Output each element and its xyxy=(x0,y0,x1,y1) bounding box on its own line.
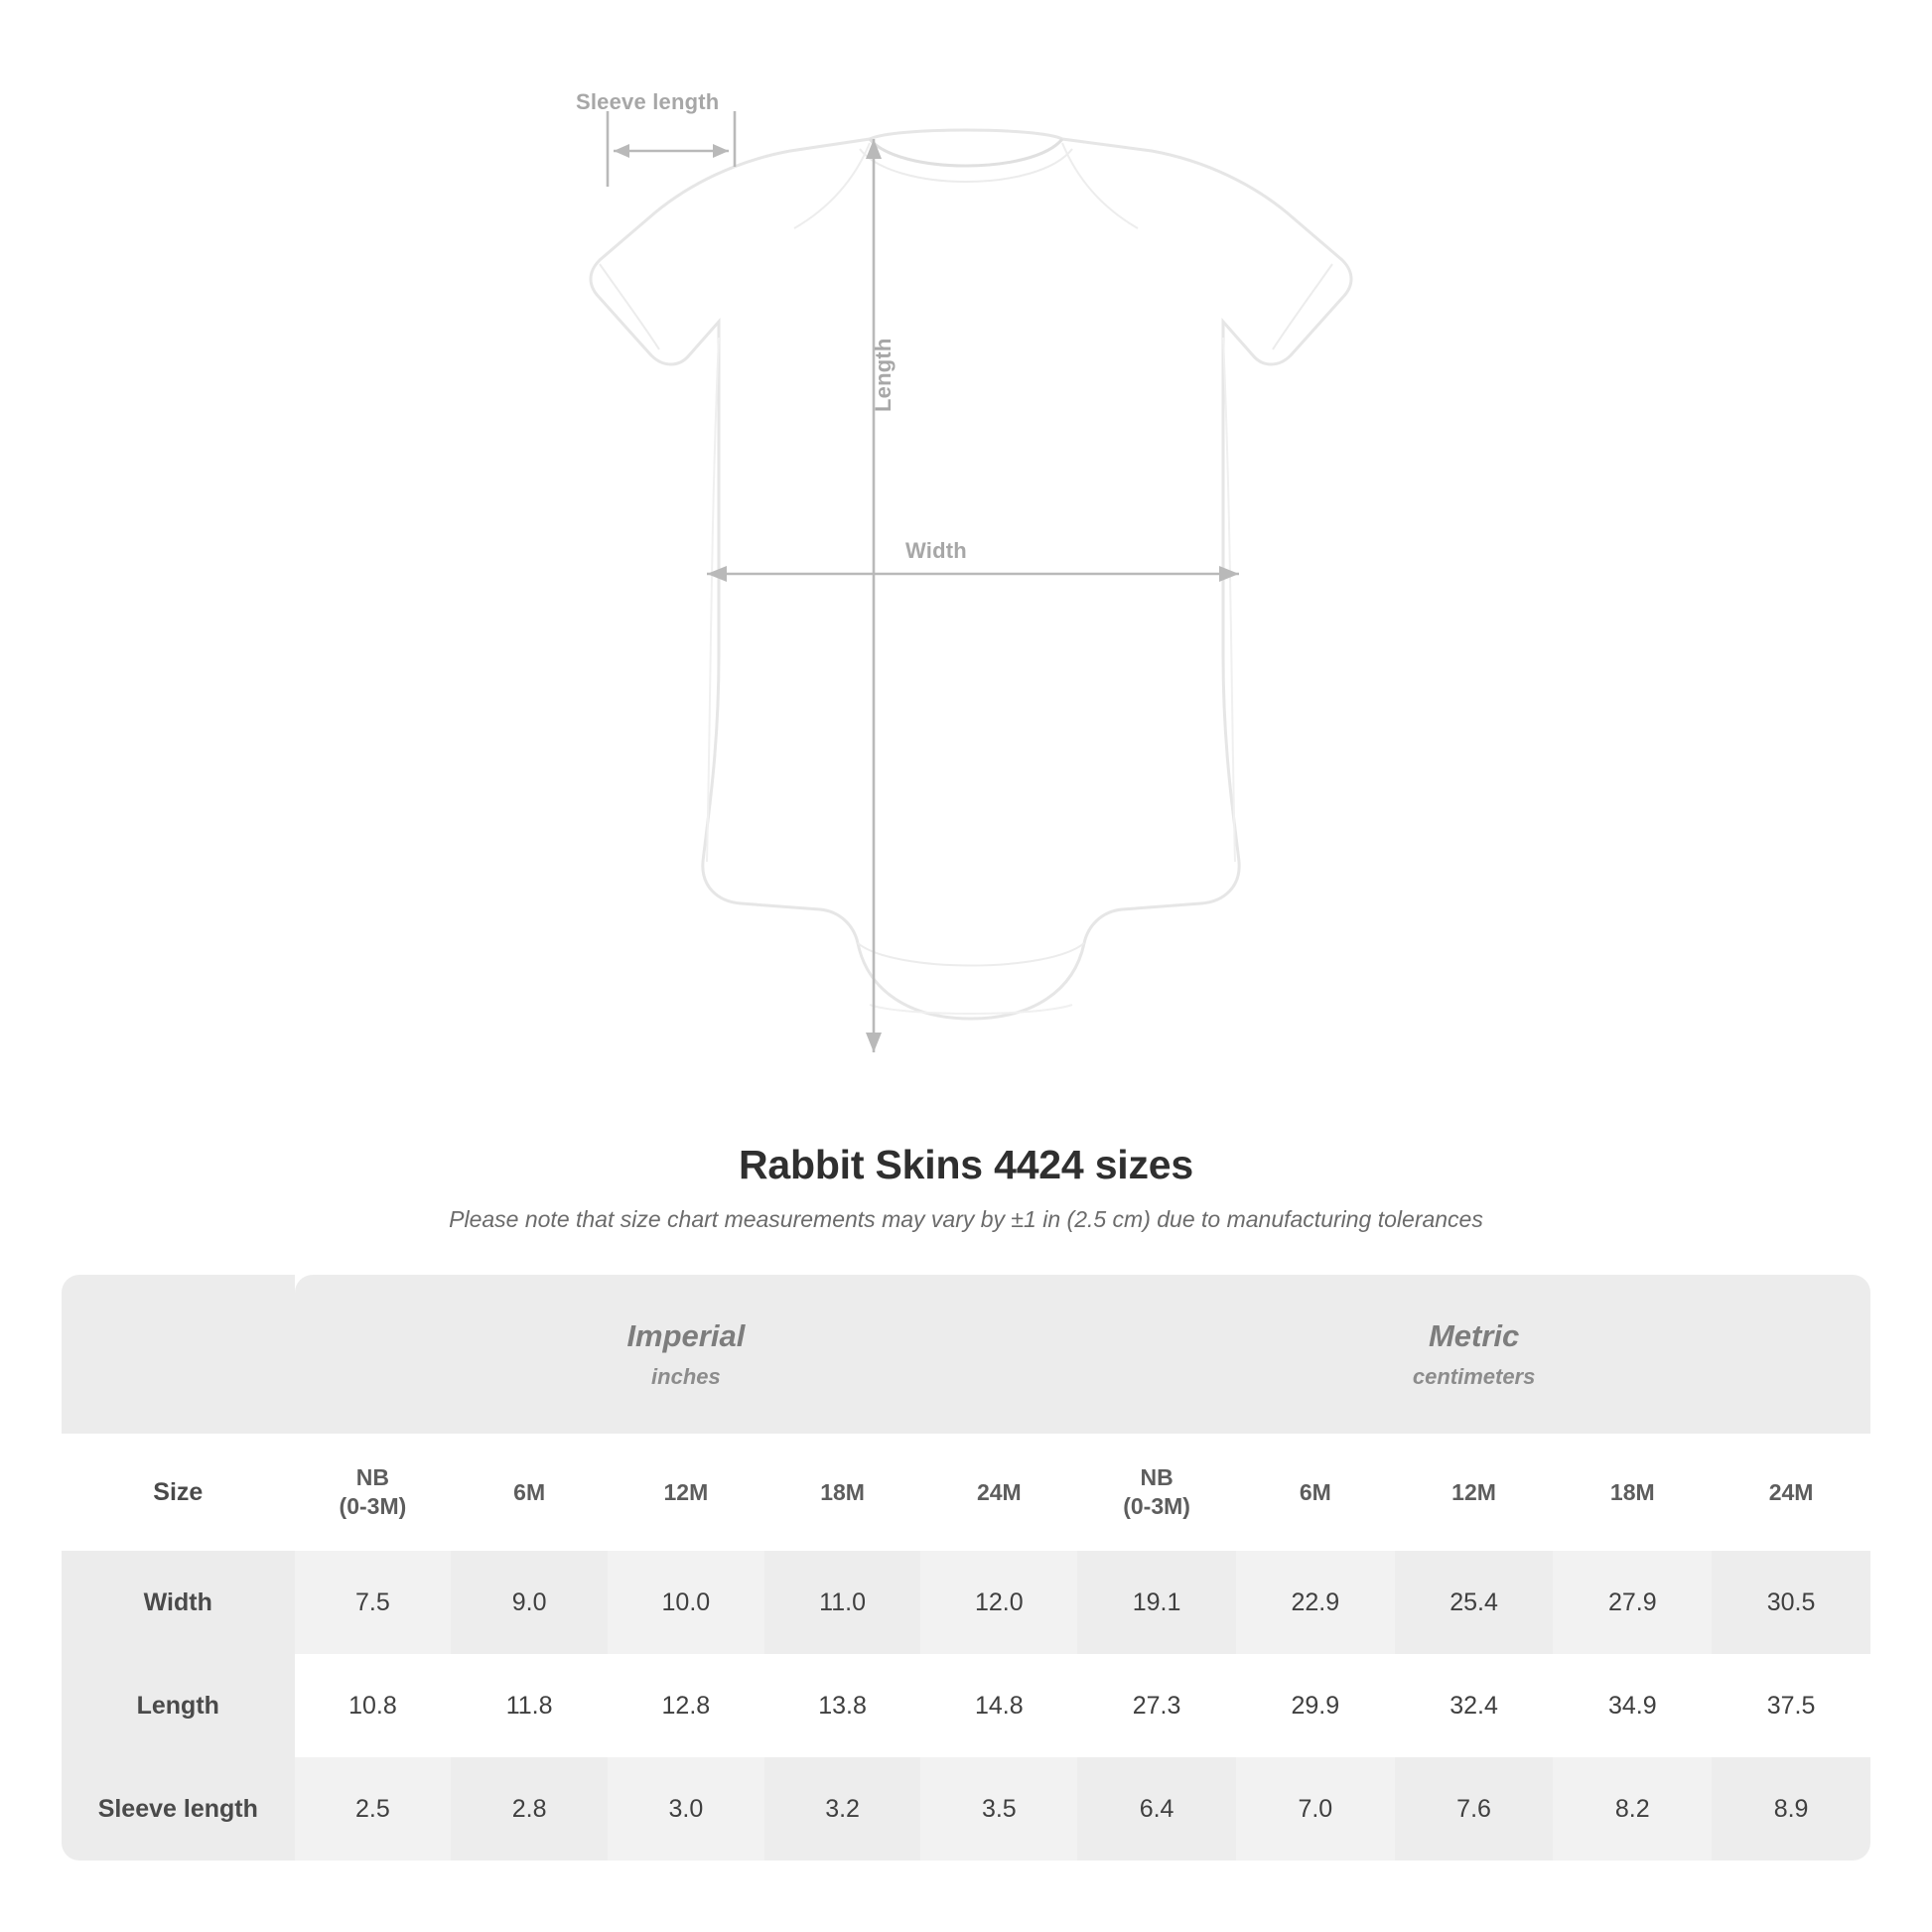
cell-length-6m-in: 11.8 xyxy=(451,1654,608,1757)
row-header-width: Width xyxy=(62,1551,295,1654)
tolerance-note: Please note that size chart measurements may vary by ±1 in (2.5 cm) due to manufacturing tolerances xyxy=(449,1206,1483,1232)
cell-sleeve-18m-cm: 8.2 xyxy=(1553,1757,1712,1861)
table-row xyxy=(62,1757,1870,1861)
column-header-nb-imperial xyxy=(295,1434,452,1551)
cell-width-6m-cm: 22.9 xyxy=(1236,1551,1395,1654)
row-header-length: Length xyxy=(62,1654,295,1757)
size-table-wrapper xyxy=(62,1275,1870,1861)
cell-width-12m-in: 10.0 xyxy=(608,1551,764,1654)
cell-sleeve-6m-in: 2.8 xyxy=(451,1757,608,1861)
cell-sleeve-nb-in: 2.5 xyxy=(295,1757,452,1861)
sleeve-length-label: Sleeve length xyxy=(576,89,720,114)
chart-header xyxy=(0,1142,1932,1233)
cell-length-12m-cm: 32.4 xyxy=(1395,1654,1554,1757)
length-label: Length xyxy=(871,338,896,412)
cell-length-nb-in: 10.8 xyxy=(295,1654,452,1757)
size-header-cell: Size xyxy=(62,1434,295,1551)
size-table xyxy=(62,1275,1870,1861)
unit-group-imperial-sub: inches xyxy=(651,1364,721,1389)
cell-width-6m-in: 9.0 xyxy=(451,1551,608,1654)
row-header-sleeve-length: Sleeve length xyxy=(62,1757,295,1861)
cell-width-12m-cm: 25.4 xyxy=(1395,1551,1554,1654)
unit-group-row xyxy=(62,1275,1870,1434)
column-header-label: NB xyxy=(1140,1464,1173,1490)
page-title: Rabbit Skins 4424 sizes xyxy=(738,1142,1193,1187)
cell-sleeve-12m-cm: 7.6 xyxy=(1395,1757,1554,1861)
cell-sleeve-6m-cm: 7.0 xyxy=(1236,1757,1395,1861)
cell-width-18m-cm: 27.9 xyxy=(1553,1551,1712,1654)
column-header-12m-metric: 12M xyxy=(1395,1434,1554,1551)
cell-width-18m-in: 11.0 xyxy=(764,1551,921,1654)
cell-sleeve-24m-cm: 8.9 xyxy=(1712,1757,1870,1861)
unit-group-imperial-name: Imperial xyxy=(626,1318,746,1353)
column-header-sub: (0-3M) xyxy=(339,1493,407,1519)
column-header-6m-imperial: 6M xyxy=(451,1434,608,1551)
unit-group-metric-name: Metric xyxy=(1428,1318,1520,1353)
column-header-24m-metric: 24M xyxy=(1712,1434,1870,1551)
cell-length-18m-cm: 34.9 xyxy=(1553,1654,1712,1757)
column-header-12m-imperial: 12M xyxy=(608,1434,764,1551)
column-header-row xyxy=(62,1434,1870,1551)
cell-length-18m-in: 13.8 xyxy=(764,1654,921,1757)
table-row xyxy=(62,1654,1870,1757)
column-header-sub: (0-3M) xyxy=(1123,1493,1190,1519)
table-corner-cell xyxy=(62,1275,295,1434)
cell-length-24m-cm: 37.5 xyxy=(1712,1654,1870,1757)
cell-sleeve-18m-in: 3.2 xyxy=(764,1757,921,1861)
unit-group-imperial xyxy=(295,1275,1078,1434)
column-header-6m-metric: 6M xyxy=(1236,1434,1395,1551)
cell-length-nb-cm: 27.3 xyxy=(1077,1654,1236,1757)
column-header-nb-metric xyxy=(1077,1434,1236,1551)
cell-sleeve-12m-in: 3.0 xyxy=(608,1757,764,1861)
cell-sleeve-24m-in: 3.5 xyxy=(920,1757,1077,1861)
column-header-18m-metric: 18M xyxy=(1553,1434,1712,1551)
column-header-label: NB xyxy=(355,1464,390,1490)
cell-length-6m-cm: 29.9 xyxy=(1236,1654,1395,1757)
unit-group-metric-sub: centimeters xyxy=(1412,1364,1536,1389)
cell-width-24m-in: 12.0 xyxy=(920,1551,1077,1654)
cell-length-12m-in: 12.8 xyxy=(608,1654,764,1757)
column-header-24m-imperial: 24M xyxy=(920,1434,1077,1551)
table-row xyxy=(62,1551,1870,1654)
unit-group-metric xyxy=(1077,1275,1870,1434)
cell-sleeve-nb-cm: 6.4 xyxy=(1077,1757,1236,1861)
column-header-18m-imperial: 18M xyxy=(764,1434,921,1551)
cell-width-nb-cm: 19.1 xyxy=(1077,1551,1236,1654)
cell-width-24m-cm: 30.5 xyxy=(1712,1551,1870,1654)
cell-length-24m-in: 14.8 xyxy=(920,1654,1077,1757)
width-label: Width xyxy=(905,538,967,563)
cell-width-nb-in: 7.5 xyxy=(295,1551,452,1654)
